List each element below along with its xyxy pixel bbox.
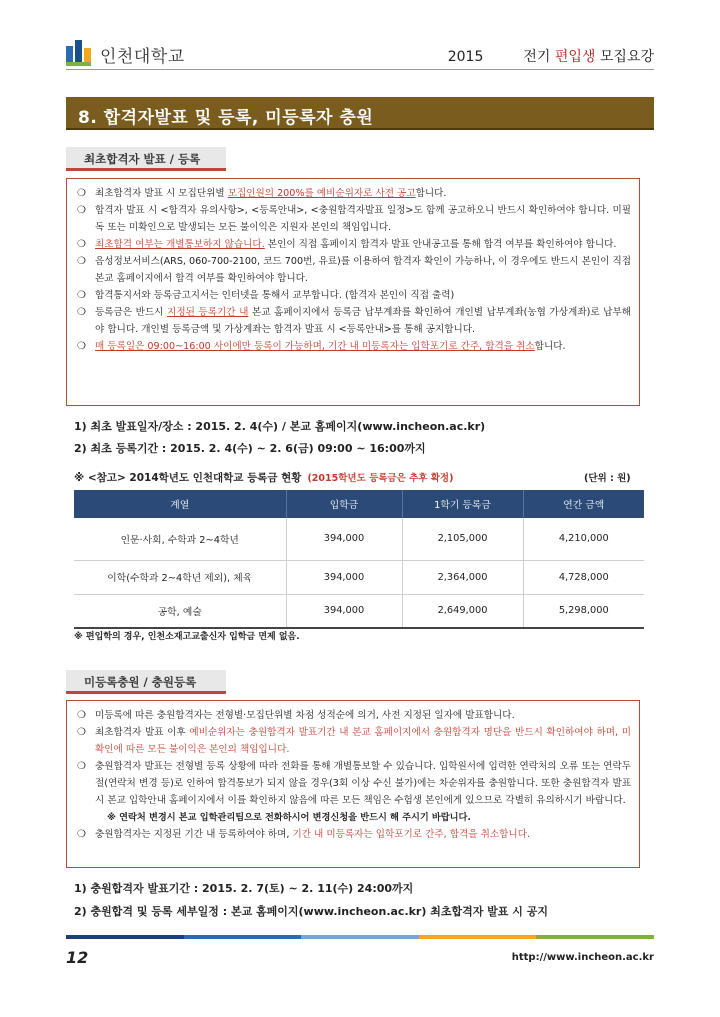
table-row — [74, 518, 644, 560]
item-highlight: 기간 내 미등록자는 입학포기로 간주, 합격을 취소합니다. — [292, 829, 530, 840]
column-header: 입학금 — [286, 490, 402, 518]
item-highlight: 지정된 등록기간 내 — [167, 307, 249, 318]
item-text: 합격자 발표 시 <합격자 유의사항>, <등록안내>, <충원합격자발표 일정>도 함께 공고하오니 반드시 확인하여야 합니다. 미필독 또는 미확인으로 발생되는 모든 불이익은 지원자 본인의 책임입니다. — [95, 205, 631, 233]
item-text: 본교 홈페이지에서 등록금 납부계좌를 확인하여 개인별 납부계좌(농협 가상계좌)로 납부해야 합니다. 개인별 등록금액 및 가상계좌는 합격자 발표 시 <등록안내>를 통해 공지합니다. — [95, 307, 631, 335]
bullet-icon: ❍ — [77, 307, 86, 318]
section-title: 8. 합격자발표 및 등록, 미등록자 충원 — [66, 97, 654, 130]
item-text: 충원합격자 발표는 전형별 등록 상황에 따라 전화를 통해 개별통보할 수 있습니다. 입학원서에 입력한 연락처의 오류 또는 연락두절(연락처 변경 등)로 인하여 합격통보가 되지 않을 경우(3회 이상 수신 불가)에는 차순위자를 충원합니다. 또한 충원합격자 발표 시 본교 입학안내 홈페이지에서 이를 확인하지 않음에 따른 모든 책임은 수험생 본인에게 있으므로 각별히 유의하시기 바랍니다. — [95, 761, 631, 806]
item-text: 합니다. — [534, 341, 566, 352]
footer-bar-segment — [536, 935, 654, 939]
item-text: 충원합격자는 지정된 기간 내 등록하여야 하며, — [95, 829, 293, 840]
bullet-icon: ❍ — [77, 341, 86, 352]
subhead-supplement: 미등록충원 / 충원등록 — [66, 670, 226, 694]
table-cell: 2,364,000 — [402, 560, 523, 594]
item-text: 본인이 직접 홈페이지 합격자 발표 안내공고를 통해 합격 여부를 확인하여야 합니다. — [264, 239, 617, 250]
bullet-icon: ❍ — [77, 188, 86, 199]
list-item — [77, 253, 631, 287]
table-cell: 2,649,000 — [402, 594, 523, 628]
bullet-icon: ❍ — [77, 761, 86, 772]
page-number: 12 — [66, 948, 89, 967]
bullet-icon: ❍ — [77, 290, 86, 301]
logo-text: 인천대학교 — [100, 47, 185, 67]
header-title — [448, 46, 654, 66]
table-cell: 394,000 — [286, 560, 402, 594]
item-text: 최초합격자 발표 시 모집단위별 — [95, 188, 228, 199]
table-cell: 이학(수학과 2~4학년 제외), 체육 — [74, 560, 286, 594]
bullet-icon: ❍ — [77, 239, 86, 250]
page-header — [66, 38, 654, 70]
item-highlight: 예비순위자는 충원합격자 발표기간 내 본교 홈페이지에서 충원합격자 명단을 반드시 확인하여야 하며, 미확인에 따른 모든 불이익은 본인의 책임입니다. — [95, 727, 631, 755]
supplement-announce-period: 1) 충원합격자 발표기간 : 2015. 2. 7(토) ~ 2. 11(수) 24:00까지 — [74, 882, 414, 895]
header-title-highlight: 편입생 — [554, 49, 596, 65]
list-item — [77, 287, 631, 304]
supplement-schedule: 2) 충원합격 및 등록 세부일정 : 본교 홈페이지(www.incheon.ac.kr) 최초합격자 발표 시 공지 — [74, 905, 548, 918]
header-year: 2015 — [447, 49, 484, 65]
list-item — [77, 338, 631, 355]
contact-change-note: ※ 연락처 변경시 본교 입학관리팀으로 전화하시어 변경신청을 반드시 해 주시기 바랍니다. — [107, 812, 471, 823]
final-notice-box — [66, 178, 640, 406]
bullet-icon: ❍ — [77, 205, 86, 216]
list-item — [77, 724, 631, 758]
column-header: 연간 금액 — [523, 490, 644, 518]
bullet-icon: ❍ — [77, 829, 86, 840]
table-cell: 4,210,000 — [523, 518, 644, 560]
table-cell: 인문·사회, 수학과 2~4학년 — [74, 518, 286, 560]
item-text: 최초합격자 발표 이후 — [95, 727, 190, 738]
item-text: 합격통지서와 등록금고지서는 인터넷을 통해서 교부합니다. (합격자 본인이 직접 출력) — [95, 290, 455, 301]
bullet-icon: ❍ — [77, 710, 86, 721]
supplement-notice-list-tail — [77, 826, 631, 843]
reference-unit: (단위 : 원) — [584, 473, 631, 484]
item-highlight: 모집인원의 200%를 예비순위자로 사전 공고 — [227, 188, 416, 199]
table-note: ※ 편입학의 경우, 인천소재고교출신자 입학금 면제 없음. — [74, 632, 300, 642]
subhead-final: 최초합격자 발표 / 등록 — [66, 147, 226, 171]
final-register-period: 2) 최초 등록기간 : 2015. 2. 4(수) ~ 2. 6(금) 09:00 ~ 16:00까지 — [74, 442, 426, 455]
header-divider — [66, 69, 654, 70]
table-cell: 4,728,000 — [523, 560, 644, 594]
table-cell: 공학, 예술 — [74, 594, 286, 628]
table-row — [74, 560, 644, 594]
supplement-notice-box — [66, 700, 640, 868]
item-text: 등록금은 반드시 — [95, 307, 168, 318]
item-text: 미등록에 따른 충원합격자는 전형별·모집단위별 차점 성적순에 의거, 사전 지정된 일자에 발표합니다. — [95, 710, 515, 721]
table-row — [74, 594, 644, 628]
bullet-icon: ❍ — [77, 256, 86, 267]
header-title-prefix: 전기 — [523, 49, 555, 65]
item-highlight: 매 등록일은 09:00~16:00 사이에만 등록이 가능하며, 기간 내 미등록자는 입학포기로 간주, 합격을 취소 — [95, 341, 535, 352]
final-announce-date: 1) 최초 발표일자/장소 : 2015. 2. 4(수) / 본교 홈페이지(www.incheon.ac.kr) — [74, 420, 486, 433]
footer-color-bar — [66, 935, 654, 939]
supplement-notice-list — [77, 707, 631, 809]
tuition-table — [74, 490, 644, 629]
final-notice-list — [77, 185, 631, 355]
logo-mark-icon — [66, 40, 92, 66]
list-item — [77, 304, 631, 338]
list-item — [77, 202, 631, 236]
reference-title-text: ※ <참고> 2014학년도 인천대학교 등록금 현황 — [74, 472, 302, 484]
list-item — [77, 185, 631, 202]
header-title-suffix: 모집요강 — [595, 49, 654, 65]
university-logo — [66, 38, 216, 68]
reference-subtitle: (2015학년도 등록금은 추후 확정) — [307, 473, 454, 484]
column-header: 계열 — [74, 490, 286, 518]
bullet-icon: ❍ — [77, 727, 86, 738]
reference-title — [74, 470, 453, 485]
item-highlight: 최초합격 여부는 개별통보하지 않습니다. — [95, 239, 265, 250]
list-item — [77, 826, 631, 843]
table-cell: 2,105,000 — [402, 518, 523, 560]
item-text: 음성정보서비스(ARS, 060-700-2100, 코드 700번, 유료)를 이용하여 합격자 확인이 가능하나, 이 경우에도 반드시 본인이 직접 본교 홈페이지에서 합격 여부를 확인하여야 합니다. — [95, 256, 631, 284]
footer-bar-segment — [184, 935, 302, 939]
table-cell: 394,000 — [286, 518, 402, 560]
table-header-row — [74, 490, 644, 518]
list-item — [77, 236, 631, 253]
footer-bar-segment — [66, 935, 184, 939]
table-cell: 5,298,000 — [523, 594, 644, 628]
footer-bar-segment — [301, 935, 419, 939]
column-header: 1학기 등록금 — [402, 490, 523, 518]
list-item — [77, 707, 631, 724]
footer-bar-segment — [419, 935, 537, 939]
list-item — [77, 758, 631, 809]
item-text: 합니다. — [415, 188, 447, 199]
footer-url: http://www.incheon.ac.kr — [511, 952, 654, 963]
table-cell: 394,000 — [286, 594, 402, 628]
